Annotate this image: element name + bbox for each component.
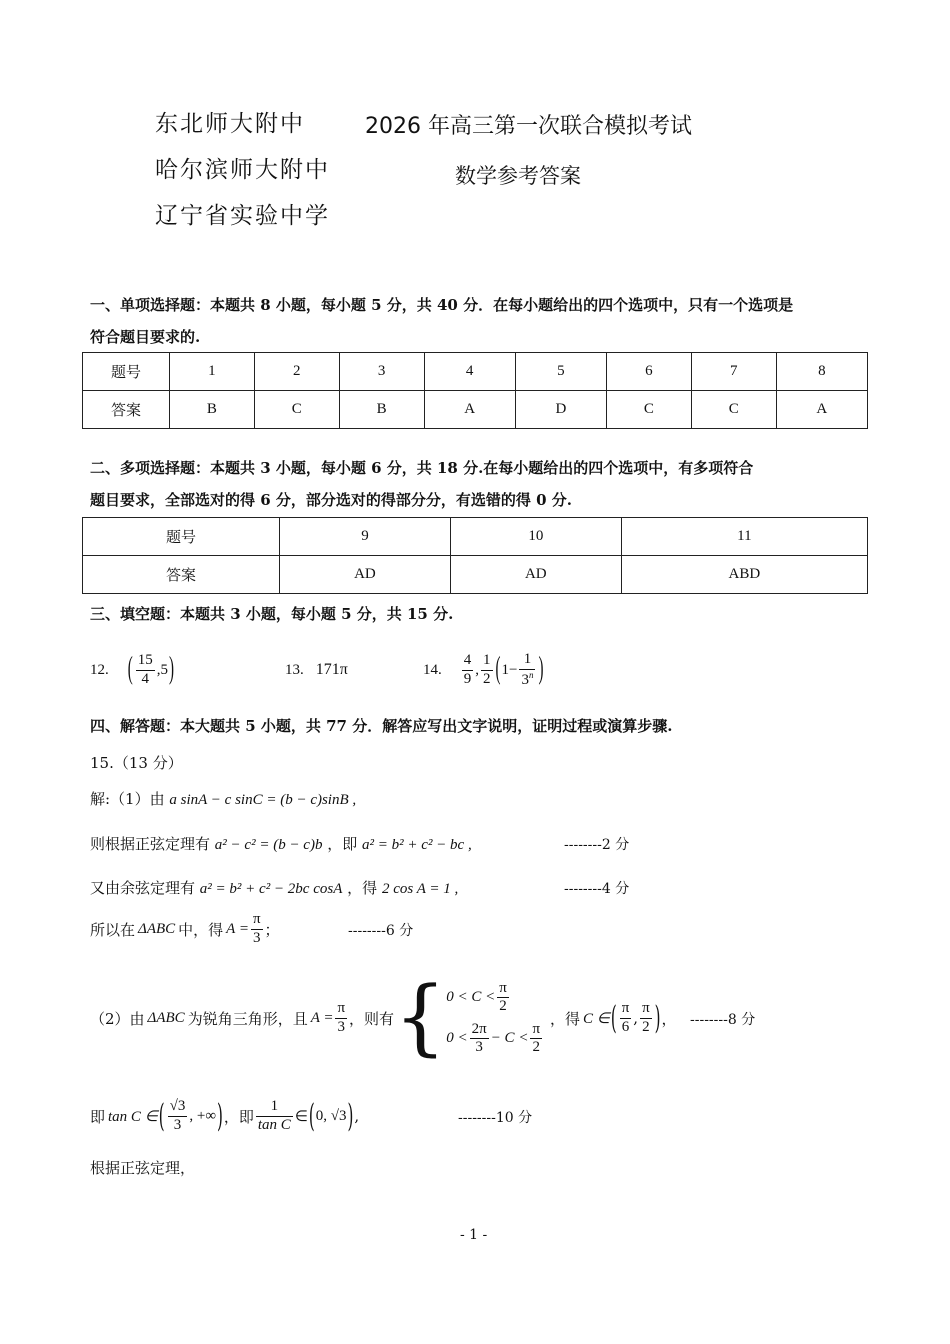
school-name-3: 辽宁省实验中学 xyxy=(155,203,330,229)
fraction: $\frac{\pi}{3}$ xyxy=(252,911,261,946)
fraction: $\frac{\pi}{2}$ xyxy=(499,979,507,1014)
school-name-1: 东北师大附中 xyxy=(155,111,305,137)
answer-cell: AD xyxy=(450,556,621,594)
page-number: - 1 - xyxy=(460,1227,488,1243)
table-row xyxy=(83,556,868,594)
fraction: $\frac{1}{3^n}$ xyxy=(521,651,534,688)
score-mark: --------10 分 xyxy=(458,1110,533,1126)
question-number-cell: 1 xyxy=(170,353,255,391)
question-number: 13. xyxy=(285,661,304,678)
answer-13 xyxy=(285,645,348,695)
answer-cell: C xyxy=(254,391,339,429)
score-mark: --------8 分 xyxy=(690,1012,756,1028)
inequality-system: 0 < C < $\frac{\pi}{2}$ 0 < $\frac{2\pi}{3}$ − C < $\frac{\pi}{2}$ xyxy=(446,979,541,1056)
answer-14: 14. $\frac{4}{9}$ , $\frac{1}{2}$ ( 1− $\frac{1}{3^n}$ ) xyxy=(423,651,544,688)
section3-heading: 三、填空题：本题共 3 小题，每小题 5 分，共 15 分. xyxy=(90,605,454,623)
table-header-cell: 答案 xyxy=(83,556,280,594)
question-number-cell: 9 xyxy=(280,518,451,556)
answer-cell: C xyxy=(607,391,692,429)
answer-12: 12. ( $\frac{15}{4}$ ,5 ) xyxy=(90,652,174,687)
answer-value: 171π xyxy=(315,661,348,678)
score-mark: --------2 分 xyxy=(564,837,630,853)
table-row xyxy=(83,391,868,429)
solution-line-4: 所以在 ΔABC 中，得 A = $\frac{\pi}{3}$ ； xyxy=(90,911,280,946)
question-number-cell: 5 xyxy=(515,353,606,391)
question-number-cell: 6 xyxy=(607,353,692,391)
school-name-2: 哈尔滨师大附中 xyxy=(155,157,330,183)
table-header-cell: 答案 xyxy=(83,391,170,429)
answer-cell: C xyxy=(691,391,776,429)
solution-part-2: （2）由 ΔABC 为锐角三角形，且 A = $\frac{\pi}{3}$ ，则有 { 0 < C < $\frac{\pi}{2}$ 0 < $\frac{2\pi}{3}$ − C < $\frac{\pi}{2}$ ，得 C ∈ ( $\frac{\pi}{6}$ , $\frac{\pi}{2}$ ) ， xyxy=(90,970,677,1065)
section2-heading-line2: 题目要求，全部选对的得 6 分，部分选对的得部分分，有选错的得 0 分. xyxy=(90,491,572,509)
solution-line-7: 根据正弦定理， xyxy=(90,1159,196,1177)
fraction: $\frac{1}{2}$ xyxy=(483,652,491,687)
fraction: $\frac{\pi}{2}$ xyxy=(532,1021,541,1056)
table-row xyxy=(83,518,868,556)
brace-symbol: { xyxy=(394,970,447,1065)
question-number-cell: 2 xyxy=(254,353,339,391)
question-number: 12. xyxy=(90,661,109,678)
fraction: $\frac{\pi}{3}$ xyxy=(337,1000,346,1035)
answer-cell: A xyxy=(424,391,515,429)
fraction: $\frac{\pi}{2}$ xyxy=(642,1000,650,1035)
answer-cell: A xyxy=(776,391,867,429)
section4-heading: 四、解答题：本大题共 5 小题，共 77 分．解答应写出文字说明，证明过程或演算步骤. xyxy=(90,717,673,735)
answer-cell: D xyxy=(515,391,606,429)
section1-heading-line2: 符合题目要求的. xyxy=(90,328,201,346)
answer-key-subtitle: 数学参考答案 xyxy=(455,164,581,188)
solution-line-6: 即 tan C ∈ ( $\frac{√3}{3}$ , +∞ ) ，即 $\frac{1}{\text{tan C}}$ ∈ ( 0, √3 ) , xyxy=(90,1097,360,1135)
answer-cell: B xyxy=(339,391,424,429)
exam-title: 2026 年高三第一次联合模拟考试 xyxy=(365,114,692,139)
section1-heading-line1: 一、单项选择题：本题共 8 小题，每小题 5 分，共 40 分．在每小题给出的四个选项中，只有一个选项是 xyxy=(90,296,794,314)
section2-answer-table xyxy=(82,517,868,594)
question-number-cell: 7 xyxy=(691,353,776,391)
question-number-cell: 4 xyxy=(424,353,515,391)
table-header-cell: 题号 xyxy=(83,353,170,391)
solution-line-3: 又由余弦定理有 a² = b² + c² − 2bc cosA ，得 2 cos A = 1 , xyxy=(90,879,459,897)
question-number: 14. xyxy=(423,661,442,678)
section1-answer-table xyxy=(82,352,868,429)
answer-cell: B xyxy=(170,391,255,429)
fraction: $\frac{√3}{3}$ xyxy=(169,1098,186,1133)
fraction: $\frac{4}{9}$ xyxy=(463,652,472,687)
fraction: $\frac{15}{4}$ xyxy=(137,652,153,687)
score-mark: --------4 分 xyxy=(564,881,630,897)
table-row xyxy=(83,353,868,391)
question-number-cell: 11 xyxy=(621,518,867,556)
fraction: $\frac{1}{\text{tan C}}$ xyxy=(257,1098,291,1133)
score-mark: --------6 分 xyxy=(348,923,414,939)
question-number-cell: 3 xyxy=(339,353,424,391)
question-number-cell: 10 xyxy=(450,518,621,556)
table-header-cell: 题号 xyxy=(83,518,280,556)
answer-cell: AD xyxy=(280,556,451,594)
question-number-cell: 8 xyxy=(776,353,867,391)
fraction: $\frac{\pi}{6}$ xyxy=(621,1000,630,1035)
answer-cell: ABD xyxy=(621,556,867,594)
fraction: $\frac{2\pi}{3}$ xyxy=(471,1021,487,1056)
section2-heading-line1: 二、多项选择题：本题共 3 小题，每小题 6 分，共 18 分.在每小题给出的四个选项中，有多项符合 xyxy=(90,459,754,477)
question-15-label: 15.（13 分） xyxy=(90,754,183,772)
solution-line-1: 解:（1）由 a sinA − c sinC = (b − c)sinB , xyxy=(90,790,357,808)
solution-line-2: 则根据正弦定理有 a² − c² = (b − c)b ，即 a² = b² + c² − bc , xyxy=(90,835,472,853)
